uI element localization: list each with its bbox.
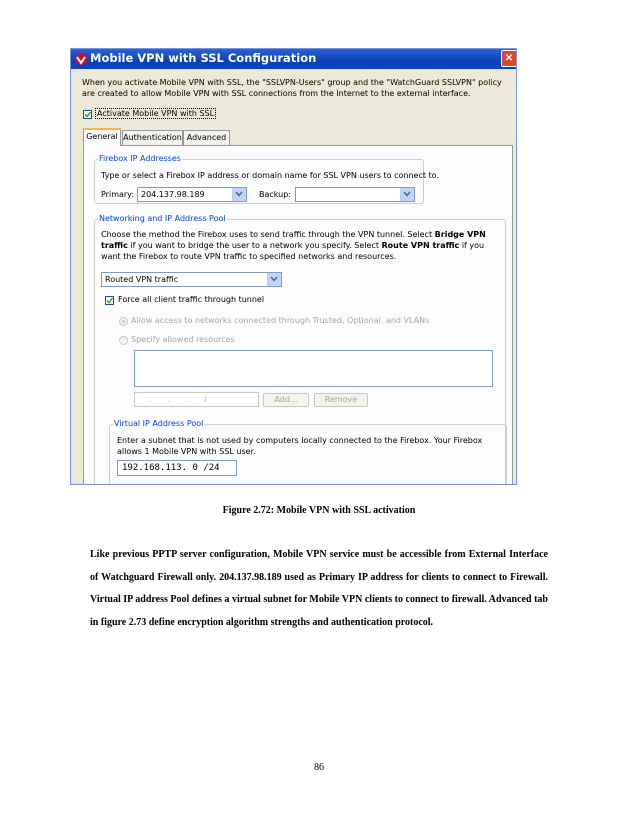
activate-checkbox[interactable] bbox=[83, 110, 92, 119]
force-traffic-label: Force all client traffic through tunnel bbox=[118, 295, 265, 304]
close-icon[interactable]: ✕ bbox=[501, 50, 517, 67]
primary-ip-select[interactable] bbox=[137, 187, 247, 202]
add-button[interactable]: Add... bbox=[263, 393, 309, 407]
specify-resources-radio[interactable] bbox=[119, 336, 128, 345]
resource-ip-input[interactable]: . . . / bbox=[134, 392, 259, 407]
checkmark-icon bbox=[106, 297, 113, 304]
backup-ip-select[interactable] bbox=[295, 187, 415, 202]
virtual-subnet-input[interactable]: 192.168.113. 0 /24 bbox=[117, 460, 237, 476]
chevron-down-icon[interactable] bbox=[267, 273, 281, 286]
specify-resources-label: Specify allowed resources bbox=[131, 335, 235, 344]
allow-access-label: Allow access to networks connected through Trusted, Optional, and VLANs bbox=[131, 316, 430, 325]
vpn-traffic-method-value: Routed VPN traffic bbox=[105, 275, 179, 284]
body-paragraph: Like previous PPTP server configuration, Mobile VPN service must be accessible from External Interface of Watchguard Firewall only. 204.137.98.189 used as Primary IP address for clients to connect to Firewall. Virtual IP address Pool defines a virtual subnet for Mobile VPN clients to connect to firewall. Advanced tab in figure 2.73 define encryption algorithm strengths and authentication protocol. bbox=[90, 549, 548, 628]
remove-button[interactable]: Remove bbox=[314, 393, 368, 407]
allowed-resources-list[interactable] bbox=[134, 350, 493, 387]
networking-description: Choose the method the Firebox uses to send traffic through the VPN tunnel. Select Bridge VPN traffic if you want to bridge the user to a network you specify. Select Route VPN traffic if you want the Firebox to route VPN traffic to specified networks and resources. bbox=[101, 230, 486, 261]
watchguard-logo-icon bbox=[74, 52, 88, 66]
networking-legend: Networking and IP Address Pool bbox=[99, 214, 226, 223]
mobile-vpn-ssl-window bbox=[70, 48, 517, 485]
intro-text: When you activate Mobile VPN with SSL, the "SSLVPN-Users" group and the "WatchGuard SSLVPN" policy are created to allow Mobile VPN with SSL connections from the Internet to the external interface. bbox=[82, 78, 502, 98]
general-tab-panel bbox=[83, 145, 513, 485]
backup-label: Backup: bbox=[259, 190, 292, 199]
tab-authentication[interactable]: Authentication bbox=[122, 130, 183, 145]
firebox-ip-legend: Firebox IP Addresses bbox=[99, 154, 181, 163]
force-traffic-checkbox[interactable] bbox=[105, 296, 114, 305]
chevron-down-icon[interactable] bbox=[232, 188, 246, 201]
activate-label: Activate Mobile VPN with SSL bbox=[97, 109, 215, 118]
firebox-ip-description: Type or select a Firebox IP address or domain name for SSL VPN users to connect to. bbox=[101, 171, 439, 180]
page-number: 86 bbox=[314, 762, 324, 773]
virtual-ip-pool-description: Enter a subnet that is not used by computers locally connected to the Firebox. Your Firebox allows 1 Mobile VPN with SSL user. bbox=[117, 436, 483, 456]
tab-general[interactable]: General bbox=[83, 128, 121, 146]
tab-advanced[interactable]: Advanced bbox=[183, 130, 230, 145]
virtual-ip-pool-legend: Virtual IP Address Pool bbox=[114, 419, 204, 428]
chevron-down-icon[interactable] bbox=[400, 188, 414, 201]
allow-access-radio[interactable] bbox=[119, 317, 128, 326]
window-title: Mobile VPN with SSL Configuration bbox=[90, 51, 317, 65]
vpn-traffic-method-select[interactable] bbox=[101, 272, 282, 287]
title-bar[interactable] bbox=[71, 49, 516, 69]
figure-caption: Figure 2.72: Mobile VPN with SSL activation bbox=[222, 505, 416, 516]
primary-label: Primary: bbox=[101, 190, 135, 199]
checkmark-icon bbox=[84, 111, 91, 118]
primary-ip-value: 204.137.98.189 bbox=[141, 190, 205, 199]
